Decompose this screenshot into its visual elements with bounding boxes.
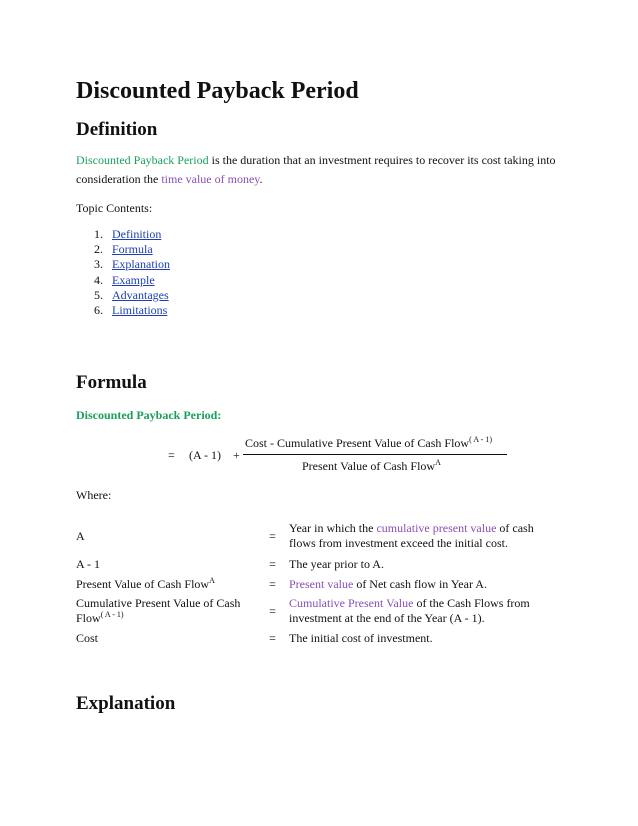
- topic-contents-list: [94, 227, 170, 318]
- table-row: Cumulative Present Value of Cash Flow$^{( A - 1)}$ = Cumulative Present Value of the Cash Flows from investment at the end of the Year (A - 1).: [76, 596, 530, 625]
- toc-link-example[interactable]: Example: [112, 272, 155, 287]
- table-row: A - 1 = The year prior to A.: [76, 556, 384, 571]
- definition-text-1: is the duration that an investment requires to recover its cost taking into consideration the: [76, 153, 556, 186]
- formula-heading: Formula: [76, 372, 147, 393]
- list-item: 5. Advantages: [94, 287, 169, 302]
- toc-link-advantages[interactable]: Advantages: [112, 287, 169, 302]
- formula-plus: +: [233, 448, 240, 462]
- formula-denominator: Present Value of Cash Flow$^A$: [302, 458, 441, 473]
- variable-definitions-table: [76, 518, 559, 648]
- list-item: 4. Example: [94, 272, 155, 287]
- definition-heading: Definition: [76, 119, 158, 140]
- toc-link-definition[interactable]: Definition: [112, 227, 162, 241]
- formula-numerator: Cost - Cumulative Present Value of Cash Flow$^{( A - 1)}$: [245, 435, 492, 450]
- page-title: Discounted Payback Period: [76, 78, 359, 104]
- list-item: 1. Definition: [94, 227, 162, 241]
- list-item: 3. Explanation: [94, 257, 170, 272]
- toc-link-limitations[interactable]: Limitations: [112, 303, 168, 318]
- where-label: Where:: [76, 488, 112, 502]
- table-row: Present Value of Cash Flow$^A$ = Present value of Net cash flow in Year A.: [76, 575, 487, 591]
- table-row: A = Year in which the cumulative present value of cash flows from investment exceed the initial cost.: [76, 521, 534, 550]
- formula-subheading: Discounted Payback Period:: [76, 408, 222, 422]
- table-row: Cost = The initial cost of investment.: [76, 630, 433, 645]
- definition-text-2: .: [259, 172, 263, 186]
- fraction-bar: [243, 454, 507, 455]
- list-item: 6. Limitations: [94, 303, 168, 318]
- explanation-heading: Explanation: [76, 693, 176, 714]
- toc-label: Topic Contents:: [76, 201, 153, 215]
- toc-link-formula[interactable]: Formula: [112, 242, 153, 257]
- list-item: 2. Formula: [94, 242, 153, 257]
- toc-link-explanation[interactable]: Explanation: [112, 257, 170, 272]
- formula-lhs: (A - 1): [189, 448, 221, 462]
- definition-paragraph: [76, 151, 566, 189]
- definition-term: Discounted Payback Period: [76, 153, 209, 167]
- time-value-term: time value of money: [161, 172, 260, 186]
- formula-equals: =: [168, 448, 175, 462]
